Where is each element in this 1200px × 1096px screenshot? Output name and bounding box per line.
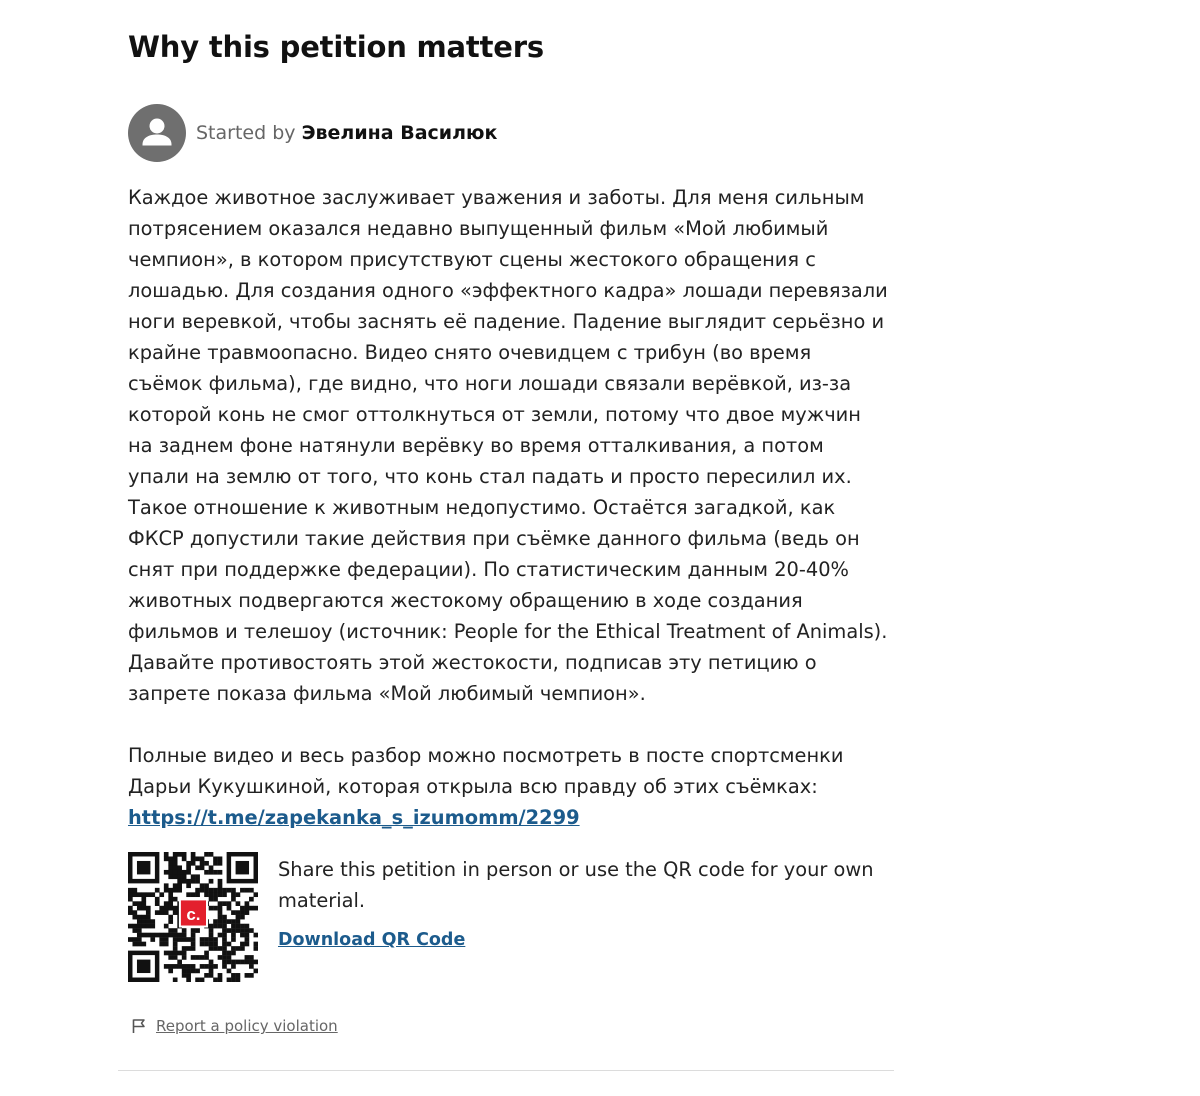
source-text: Полные видео и весь разбор можно посмотреть в посте спортсменки Дарьи Кукушкиной, которая открыла всю правду об этих съёмках: <box>128 744 844 798</box>
report-row[interactable] <box>128 1016 338 1036</box>
qr-description: Share this petition in person or use the QR code for your own material. <box>278 858 874 912</box>
started-by <box>196 122 497 144</box>
author-name: Эвелина Василюк <box>301 122 498 144</box>
source-link[interactable]: https://t.me/zapekanka_s_izumomm/2299 <box>128 806 580 829</box>
section-heading: Why this petition matters <box>128 30 544 64</box>
author-row <box>128 104 497 162</box>
qr-share-block <box>128 852 888 984</box>
flag-icon <box>130 1017 148 1035</box>
qr-code <box>128 852 258 982</box>
body-paragraph: Каждое животное заслуживает уважения и заботы. Для меня сильным потрясением оказался недавно выпущенный фильм «Мой любимый чемпион», в котором присутствуют сцены жестокого обращения с лошадью. Для создания одного «эффектного кадра» лошади перевязали ноги веревкой, чтобы заснять её падение. Падение выглядит серьёзно и крайне травмоопасно. Видео снято очевидцем с трибун (во время съёмок фильма), где видно, что ноги лошади связали верёвкой, из-за которой конь не смог оттолкнуться от земли, потому что двое мужчин на заднем фоне натянули верёвку во время отталкивания, а потом упали на землю от того, что конь стал падать и просто пересилил их. Такое отношение к животным недопустимо. Остаётся загадкой, как ФКСР допустили такие действия при съёмке данного фильма (ведь он снят при поддержке федерации). По статистическим данным 20-40% животных подвергаются жестокому обращению в ходе создания фильмов и телешоу (источник: People for the Ethical Treatment of Animals). Давайте противостоять этой жестокости, подписав эту петицию о запрете показа фильма «Мой любимый чемпион». <box>128 186 888 705</box>
section-divider <box>118 1070 894 1071</box>
download-qr-button[interactable]: Download QR Code <box>278 930 466 950</box>
started-by-label: Started by <box>196 122 296 144</box>
report-policy-violation-link[interactable]: Report a policy violation <box>156 1017 338 1035</box>
petition-body <box>128 182 888 833</box>
qr-logo-text: c. <box>186 904 201 924</box>
body-paragraph-source <box>128 740 888 833</box>
user-avatar-icon <box>128 104 186 162</box>
